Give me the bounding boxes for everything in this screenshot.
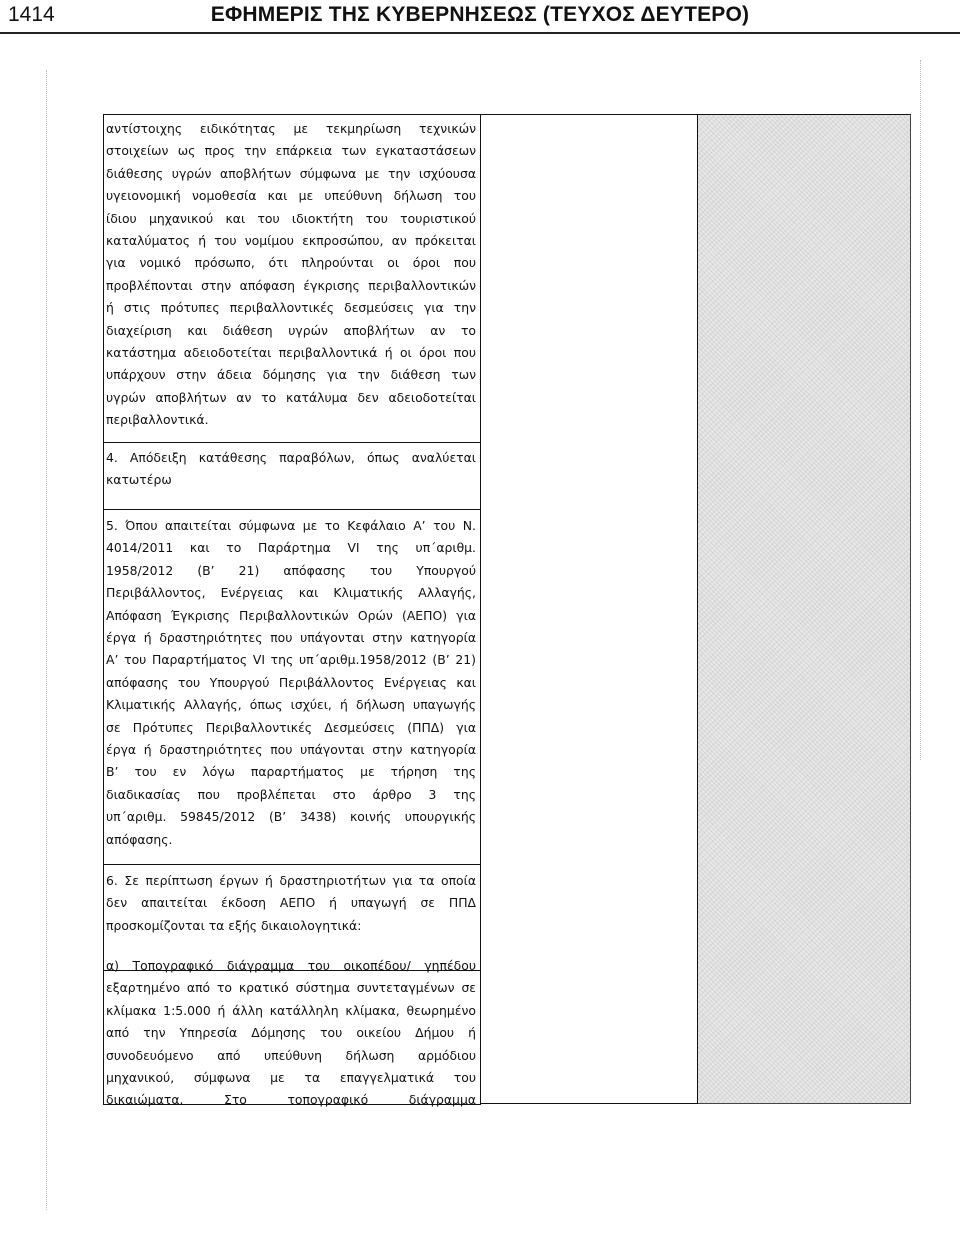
text-line: από την Υπηρεσία Δόμησης του οικείου Δήμου ή: [106, 1025, 476, 1041]
text-line: δεν απαιτείται έκδοση ΑΕΠΟ ή υπαγωγή σε ΠΠΔ: [106, 895, 476, 911]
paragraph-row-5: [106, 955, 476, 1112]
requirements-column: [103, 114, 481, 1108]
paragraph-row-3: [106, 515, 476, 851]
text-line: 4. Απόδειξη κατάθεσης παραβόλων, όπως αναλύεται: [106, 450, 476, 465]
text-line: ίδιου μηχανικού και του ιδιοκτήτη του τουριστικού: [106, 210, 476, 226]
paragraph-row-4: [106, 870, 476, 937]
text-line: καταλύματος ή του νομίμου εκπροσώπου, αν πρόκειται: [106, 233, 476, 249]
text-line: κλίμακα 1:5.000 ή άλλη κατάλληλη κλίμακα, θεωρημένο: [106, 1002, 476, 1018]
text-line: 1958/2012 (Β’ 21) απόφασης του Υπουργού: [106, 562, 476, 578]
text-line: κατωτέρω: [106, 472, 172, 488]
text-line: μηχανικού, σύμφωνα με τα επαγγελματικά του: [106, 1070, 476, 1086]
scan-margin-mark: [46, 70, 47, 1210]
text-line: σε Πρότυπες Περιβαλλοντικές Δεσμεύσεις (ΠΠΔ) για: [106, 719, 476, 735]
text-line: έργα ή δραστηριότητες που υπάγονται στην κατηγορία: [106, 742, 476, 758]
text-line: προσκομίζονται τα εξής δικαιολογητικά:: [106, 917, 362, 933]
text-line: υπάρχουν στην άδεια δόμησης για την διάθεση των: [106, 367, 476, 383]
document-table: [103, 114, 911, 1108]
text-line: προβλέπονται στην απόφαση έγκρισης περιβαλλοντικών: [106, 277, 476, 293]
text-line: Περιβάλλοντος, Ενέργειας και Κλιματικής Αλλαγής,: [106, 585, 476, 601]
text-line: 5. Όπου απαιτείται σύμφωνα με το Κεφάλαιο Α’ του Ν.: [106, 518, 476, 533]
text-line: διαδικασίας που προβλέπεται στο άρθρο 3 της: [106, 786, 476, 802]
text-line: 6. Σε περίπτωση έργων ή δραστηριοτήτων για τα οποία: [106, 873, 476, 888]
text-line: Κλιματικής Αλλαγής, όπως ισχύει, ή δήλωση υπαγωγής: [106, 697, 476, 713]
text-line: δικαιώματα. Στο τοπογραφικό διάγραμμα: [106, 1092, 476, 1108]
text-line: υγειονομική νομοθεσία και με υπεύθυνη δήλωση του: [106, 188, 476, 204]
table-cell-row-3: [104, 510, 481, 865]
text-line: διαχείριση και διάθεση υγρών αποβλήτων αν το: [106, 322, 476, 338]
text-line: υγρών αποβλήτων αν το κατάλυμα δεν αδειοδοτείται: [106, 389, 476, 405]
text-line: για νομικό πρόσωπο, ότι πληρούνται οι όροι που: [106, 255, 476, 271]
text-line: κατάστημα αδειοδοτείται περιβαλλοντικά ή οι όροι που: [106, 345, 476, 361]
shaded-right-column: [698, 114, 911, 1104]
text-line: απόφασης του Υπουργού Περιβάλλοντος Ενέργειας και: [106, 674, 476, 690]
table-cell-row-2: [104, 443, 481, 510]
table-cell-row-5: [104, 958, 481, 1108]
text-line: Β’ του εν λόγω παραρτήματος με τήρηση της: [106, 764, 476, 780]
table-cell-row-1: [104, 115, 481, 443]
paragraph-row-1: [106, 118, 476, 432]
journal-title: ΕΦΗΜΕΡΙΣ ΤΗΣ ΚΥΒΕΡΝΗΣΕΩΣ (ΤΕΥΧΟΣ ΔΕΥΤΕΡΟ): [210, 3, 750, 26]
text-line: στοιχείων ως προς την επάρκεια των εγκαταστάσεων: [106, 143, 476, 159]
text-line: αντίστοιχης ειδικότητας με τεκμηρίωση τεχνικών: [106, 121, 476, 136]
scan-margin-mark: [920, 60, 921, 760]
text-line: συνοδευόμενο από υπεύθυνη δήλωση αρμόδιου: [106, 1047, 476, 1063]
text-line: απόφασης.: [106, 831, 173, 847]
text-line: α) Τοπογραφικό διάγραμμα του οικοπέδου/ γηπέδου: [106, 958, 476, 973]
text-line: Α’ του Παραρτήματος VI της υπ΄αριθμ.1958/2012 (Β’ 21): [106, 652, 476, 668]
text-line: υπ΄αριθμ. 59845/2012 (Β’ 3438) κοινής υπουργικής: [106, 809, 476, 825]
paragraph-row-2: [106, 447, 476, 492]
text-line: διάθεσης υγρών αποβλήτων σύμφωνα με την ισχύουσα: [106, 165, 476, 181]
text-line: έργα ή δραστηριότητες που υπάγονται στην κατηγορία: [106, 630, 476, 646]
text-line: περιβαλλοντικά.: [106, 412, 209, 428]
empty-middle-column: [480, 114, 698, 1104]
text-line: Απόφαση Έγκρισης Περιβαλλοντικών Ορών (ΑΕΠΟ) για: [106, 607, 476, 623]
header-rule: [0, 32, 960, 34]
text-line: 4014/2011 και το Παράρτημα VI της υπ΄αριθμ.: [106, 540, 476, 556]
page-number: 1414: [8, 3, 55, 26]
text-line: εξαρτημένο από το κρατικό σύστημα συντεταγμένων σε: [106, 980, 476, 996]
page-header: [0, 0, 960, 33]
text-line: ή στις πρότυπες περιβαλλοντικές δεσμεύσεις για την: [106, 300, 476, 316]
